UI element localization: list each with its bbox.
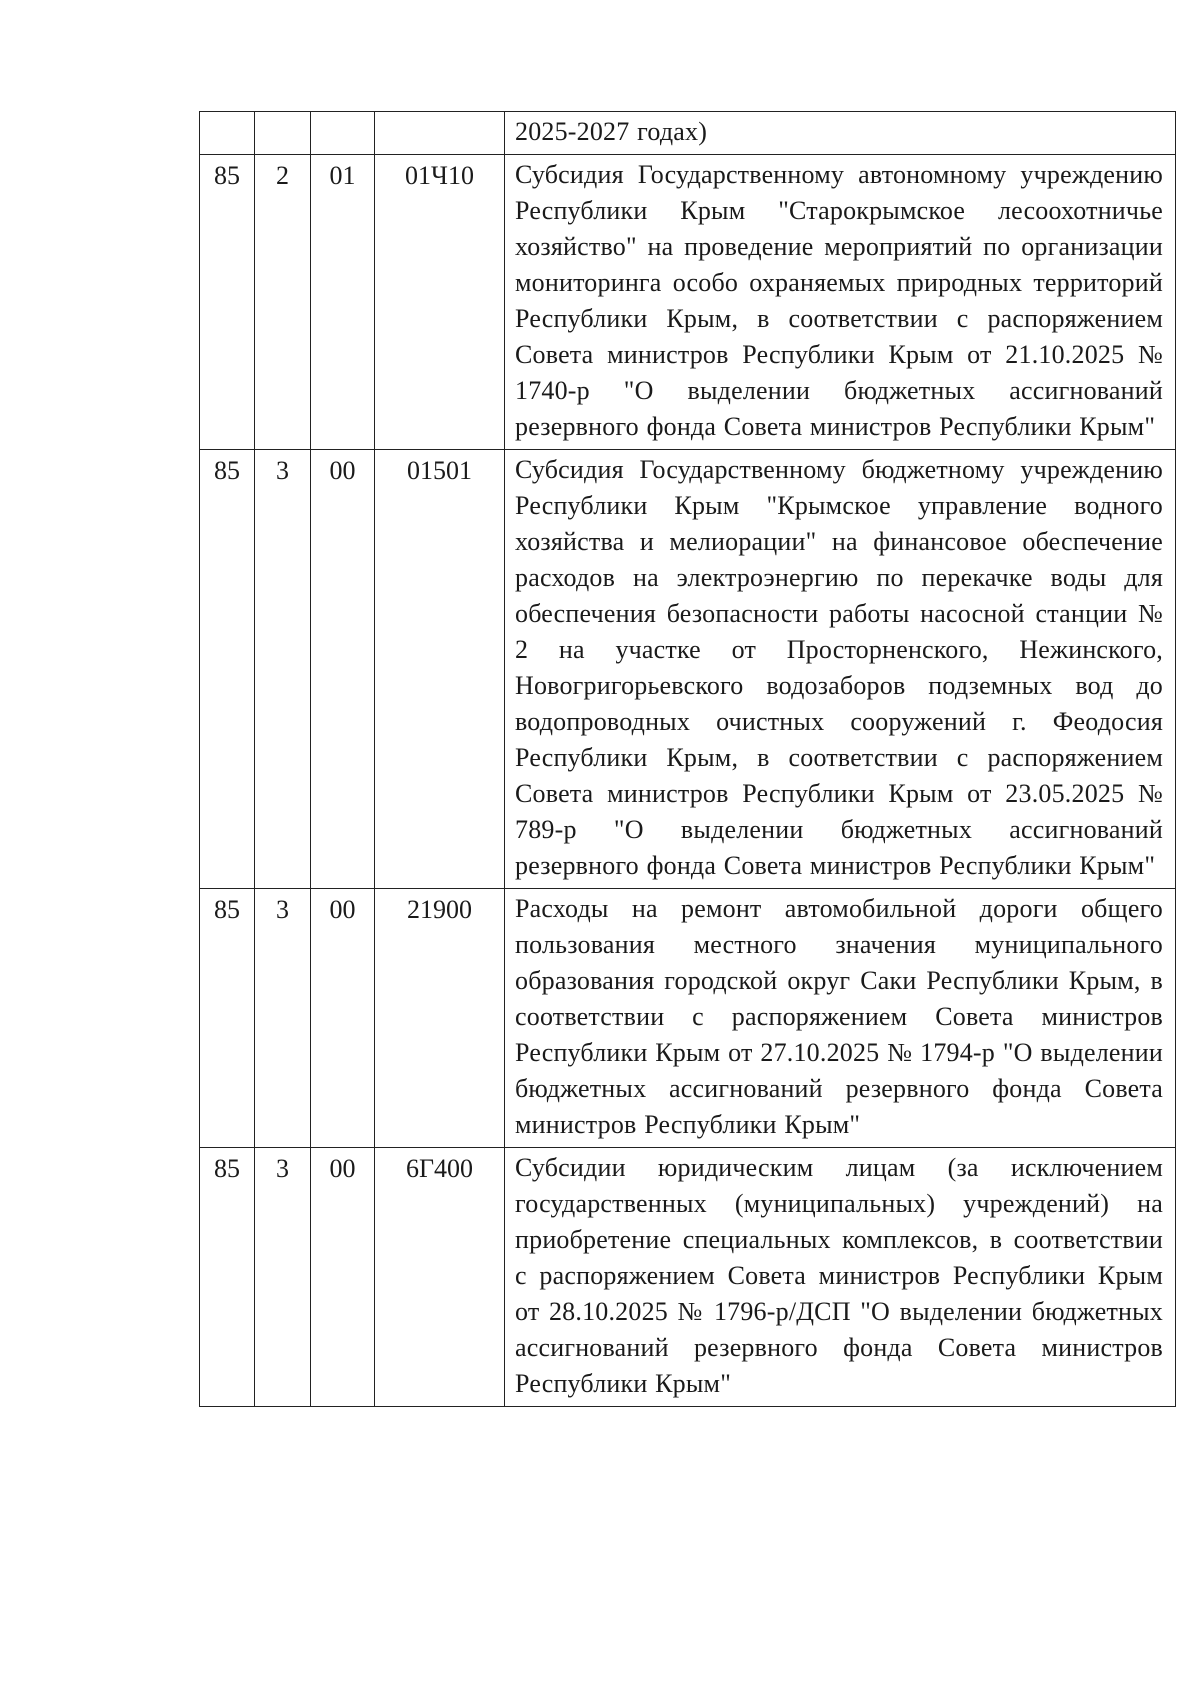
budget-table bbox=[199, 111, 1176, 1407]
table-row bbox=[200, 889, 1176, 1148]
cell-col3 bbox=[311, 112, 375, 155]
cell-description: Субсидия Государственному автономному учреждению Республики Крым "Старокрымское лесоохотничье хозяйство" на проведение мероприятий по организации мониторинга особо охраняемых природных территорий Республики Крым, в соответствии с распоряжением Совета министров Республики Крым от 21.10.2025 № 1740-р "О выделении бюджетных ассигнований резервного фонда Совета министров Республики Крым" bbox=[505, 155, 1176, 450]
cell-col2: 2 bbox=[255, 155, 311, 450]
cell-code: 21900 bbox=[375, 889, 505, 1148]
cell-col1: 85 bbox=[200, 155, 255, 450]
cell-description: Субсидии юридическим лицам (за исключением государственных (муниципальных) учреждений) на приобретение специальных комплексов, в соответствии с распоряжением Совета министров Республики Крым от 28.10.2025 № 1796-р/ДСП "О выделении бюджетных ассигнований резервного фонда Совета министров Республики Крым" bbox=[505, 1148, 1176, 1407]
cell-col3: 00 bbox=[311, 889, 375, 1148]
table-row bbox=[200, 112, 1176, 155]
cell-col1: 85 bbox=[200, 889, 255, 1148]
cell-code: 01501 bbox=[375, 450, 505, 889]
cell-col2: 3 bbox=[255, 1148, 311, 1407]
cell-col2 bbox=[255, 112, 311, 155]
cell-col2: 3 bbox=[255, 450, 311, 889]
cell-col3: 00 bbox=[311, 1148, 375, 1407]
cell-code: 6Г400 bbox=[375, 1148, 505, 1407]
cell-description: Расходы на ремонт автомобильной дороги общего пользования местного значения муниципального образования городской округ Саки Республики Крым, в соответствии с распоряжением Совета министров Республики Крым от 27.10.2025 № 1794-р "О выделении бюджетных ассигнований резервного фонда Совета министров Республики Крым" bbox=[505, 889, 1176, 1148]
table-row bbox=[200, 450, 1176, 889]
table-row bbox=[200, 1148, 1176, 1407]
cell-description: 2025-2027 годах) bbox=[505, 112, 1176, 155]
cell-col3: 00 bbox=[311, 450, 375, 889]
cell-col1: 85 bbox=[200, 450, 255, 889]
table-row bbox=[200, 155, 1176, 450]
cell-col2: 3 bbox=[255, 889, 311, 1148]
cell-col1 bbox=[200, 112, 255, 155]
cell-code bbox=[375, 112, 505, 155]
cell-code: 01Ч10 bbox=[375, 155, 505, 450]
cell-col1: 85 bbox=[200, 1148, 255, 1407]
cell-description: Субсидия Государственному бюджетному учреждению Республики Крым "Крымское управление водного хозяйства и мелиорации" на финансовое обеспечение расходов на электроэнергию по перекачке воды для обеспечения безопасности работы насосной станции № 2 на участке от Просторненского, Нежинского, Новогригорьевского водозаборов подземных вод до водопроводных очистных сооружений г. Феодосия Республики Крым, в соответствии с распоряжением Совета министров Республики Крым от 23.05.2025 № 789-р "О выделении бюджетных ассигнований резервного фонда Совета министров Республики Крым" bbox=[505, 450, 1176, 889]
cell-col3: 01 bbox=[311, 155, 375, 450]
